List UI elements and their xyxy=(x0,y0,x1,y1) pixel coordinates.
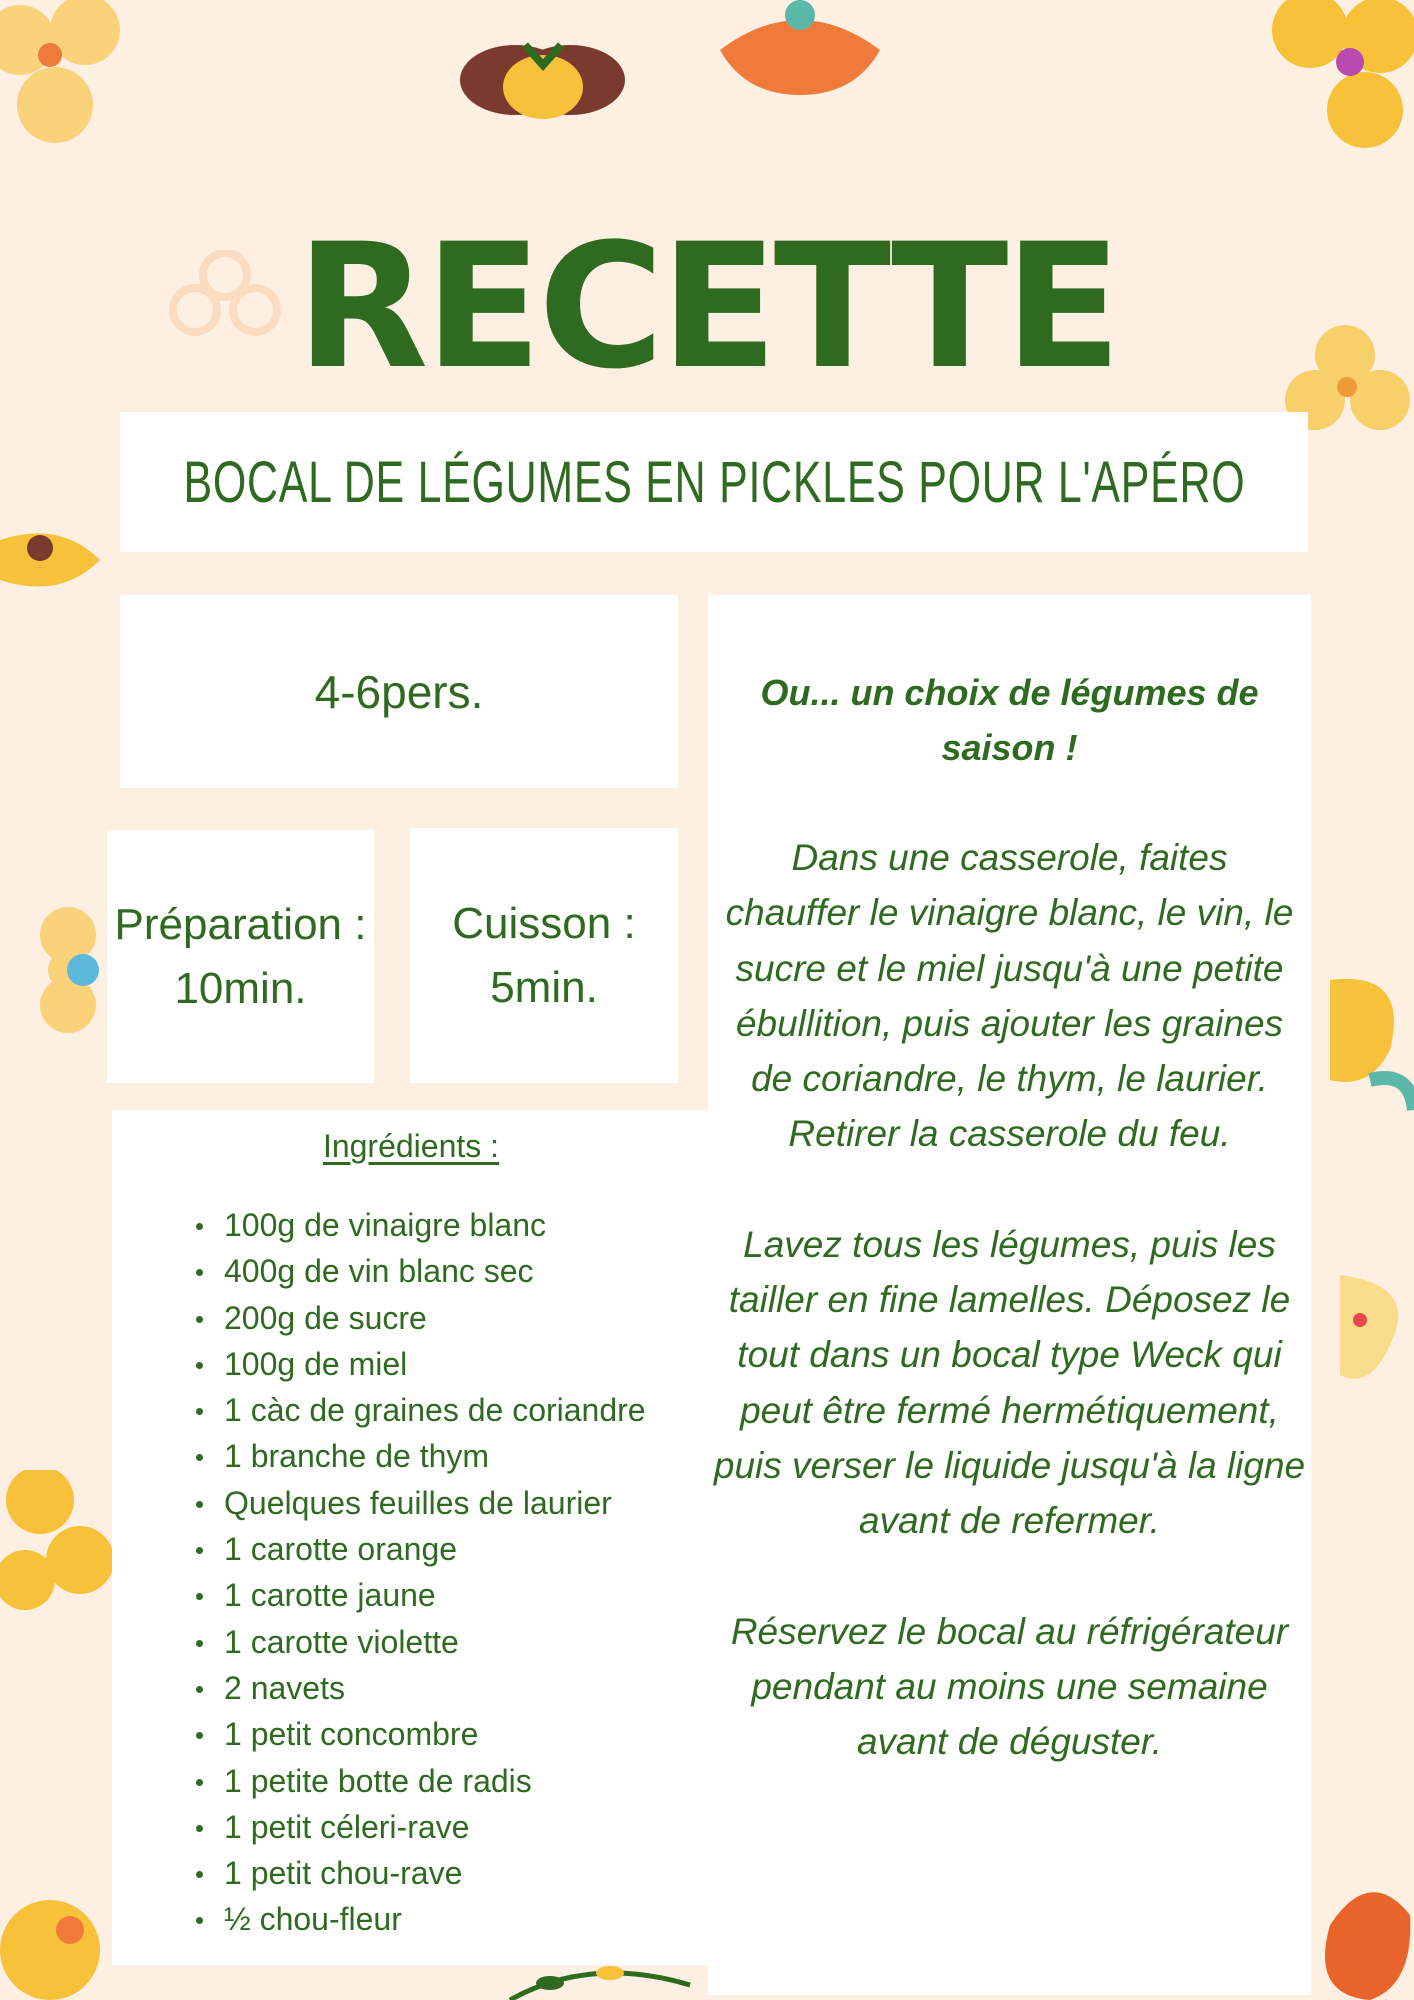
step-line: peut être fermé hermétiquement, xyxy=(740,1389,1279,1431)
ingredient-item: 1 carotte orange xyxy=(192,1526,646,1572)
step-line: ébullition, puis ajouter les graines xyxy=(735,1002,1284,1044)
ingredient-item: ½ chou-fleur xyxy=(192,1896,646,1942)
preparation-label: Préparation : xyxy=(114,899,367,949)
step-line: Retirer la casserole du feu. xyxy=(788,1113,1231,1155)
ingredient-item: 1 petit concombre xyxy=(192,1711,646,1757)
cooking-label: Cuisson : xyxy=(452,898,636,948)
preparation-value: 10min. xyxy=(174,963,307,1013)
ingredient-item: 1 branche de thym xyxy=(192,1433,646,1479)
ingredient-item: 400g de vin blanc sec xyxy=(192,1248,646,1294)
step-line: tailler en fine lamelles. Déposez le xyxy=(728,1279,1291,1321)
ingredient-item: 100g de miel xyxy=(192,1341,646,1387)
seasonal-note-line: Ou... un choix de légumes de xyxy=(760,672,1259,713)
yellow-flower-icon xyxy=(0,0,130,150)
yellow-flower-icon xyxy=(1310,960,1414,1130)
recipe-subtitle: BOCAL DE LÉGUMES EN PICKLES POUR L'APÉRO xyxy=(183,449,1245,515)
step-line: Dans une casserole, faites xyxy=(791,837,1228,878)
step-paragraph xyxy=(708,1217,1311,1549)
ingredient-item: 2 navets xyxy=(192,1665,646,1711)
yellow-flower-icon xyxy=(1270,0,1414,150)
yellow-flower-icon xyxy=(0,1470,112,1620)
steps-card xyxy=(708,595,1311,1995)
servings-card xyxy=(120,595,678,788)
brown-flower-icon xyxy=(455,25,630,125)
orange-flower-icon xyxy=(1310,1865,1414,2000)
ingredient-item: 200g de sucre xyxy=(192,1295,646,1341)
step-line: sucre et le miel jusqu'à une petite xyxy=(735,947,1284,989)
ingredient-item: 1 petit chou-rave xyxy=(192,1850,646,1896)
seasonal-note-line: saison ! xyxy=(941,727,1078,768)
ingredients-title: Ingrédients : xyxy=(322,1128,500,1164)
ingredient-item: 1 càc de graines de coriandre xyxy=(192,1387,646,1433)
ingredient-item: 1 petite botte de radis xyxy=(192,1758,646,1804)
step-line: chauffer le vinaigre blanc, le vin, le xyxy=(725,892,1294,934)
step-line: puis verser le liquide jusqu'à la ligne xyxy=(713,1444,1306,1486)
step-line: pendant au moins une semaine xyxy=(751,1665,1268,1707)
ingredient-item: 1 petit céleri-rave xyxy=(192,1804,646,1850)
preparation-card xyxy=(107,830,374,1083)
step-line: de coriandre, le thym, le laurier. xyxy=(751,1058,1268,1100)
step-paragraph xyxy=(708,830,1311,1162)
ingredient-item: Quelques feuilles de laurier xyxy=(192,1480,646,1526)
step-line: avant de déguster. xyxy=(856,1721,1163,1763)
subtitle-card xyxy=(120,412,1308,552)
yellow-flower-icon xyxy=(1310,1265,1414,1390)
page-title: RECETTE xyxy=(296,206,1118,407)
step-line: tout dans un bocal type Weck qui xyxy=(737,1334,1282,1376)
yellow-flower-icon xyxy=(0,1890,105,2000)
step-paragraph xyxy=(708,1604,1311,1770)
step-line: Réservez le bocal au réfrigérateur xyxy=(730,1610,1289,1652)
ingredients-card xyxy=(112,1110,710,1965)
ingredient-item: 1 carotte jaune xyxy=(192,1572,646,1618)
ingredient-item: 100g de vinaigre blanc xyxy=(192,1202,646,1248)
cooking-value: 5min. xyxy=(490,962,598,1012)
step-line: Lavez tous les légumes, puis les xyxy=(743,1223,1276,1265)
step-line: avant de refermer. xyxy=(859,1500,1160,1542)
servings-value: 4-6pers. xyxy=(314,665,484,718)
ingredient-item: 1 carotte violette xyxy=(192,1619,646,1665)
ingredients-list xyxy=(192,1202,646,1943)
steps-text xyxy=(708,665,1311,1769)
orange-flower-icon xyxy=(715,0,885,100)
yellow-flower-icon xyxy=(28,905,108,1035)
yellow-flower-icon xyxy=(0,520,105,610)
cooking-card xyxy=(410,828,678,1083)
